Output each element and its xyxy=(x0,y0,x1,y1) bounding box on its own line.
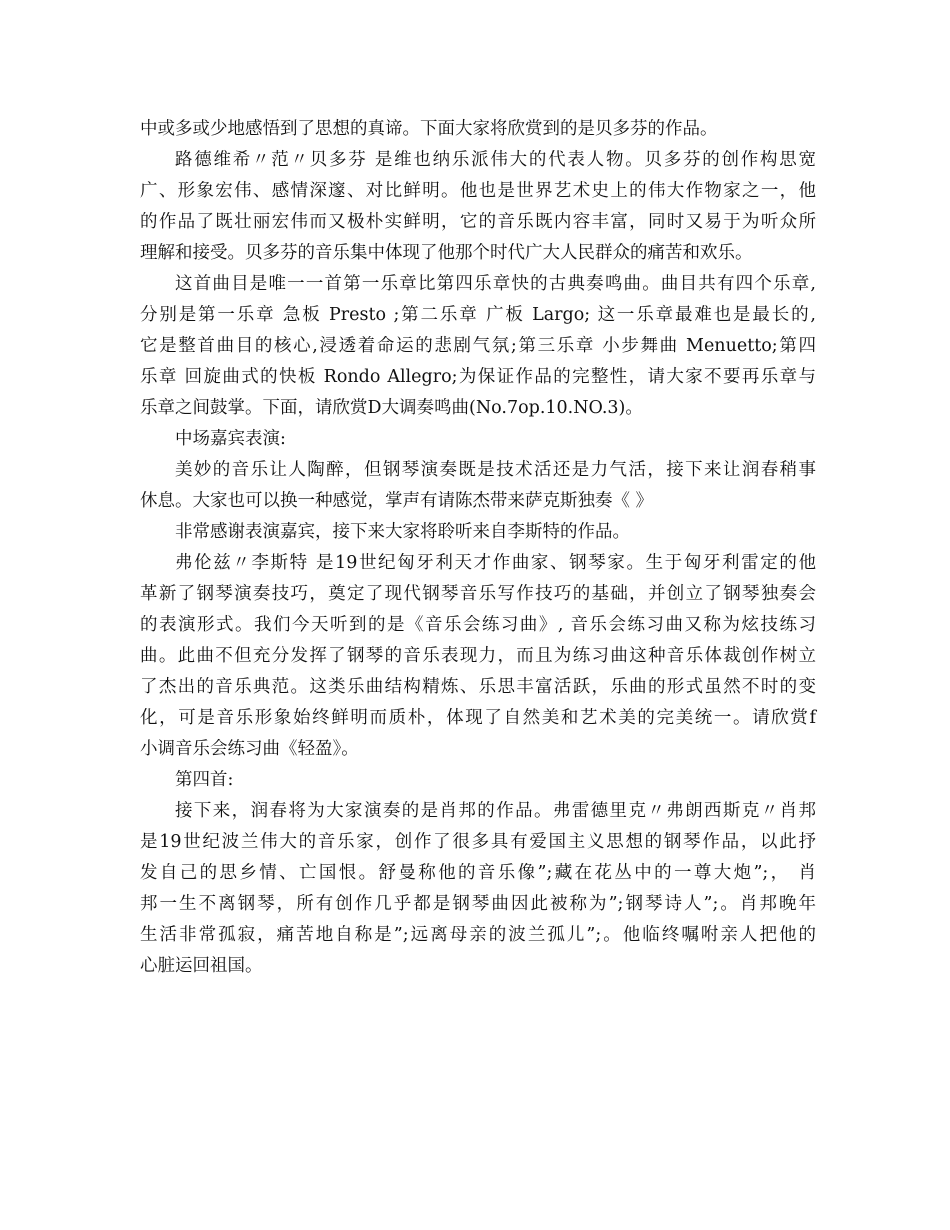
text-line: 第四首: xyxy=(175,770,234,790)
text-line: 这首曲目是唯一一首第一乐章比第四乐章快的古典奏鸣曲。曲目共有四个乐章, xyxy=(175,274,816,294)
text-line: 美妙的音乐让人陶醉，但钢琴演奏既是技术活还是力气活，接下来让润春稍事 xyxy=(175,460,816,480)
text-line: 小调音乐会练习曲《轻盈》。 xyxy=(140,739,359,759)
text-line: 它是整首曲目的核心,浸透着命运的悲剧气氛;第三乐章 小步舞曲 Menuetto;第四 xyxy=(140,336,816,356)
text-line: 中场嘉宾表演: xyxy=(175,429,286,449)
text-line: 心脏运回祖国。 xyxy=(140,956,263,976)
text-line: 革新了钢琴演奏技巧，奠定了现代钢琴音乐写作技巧的基础，并创立了钢琴独奏会 xyxy=(140,584,816,604)
text-line: 曲。此曲不但充分发挥了钢琴的音乐表现力，而且为练习曲这种音乐体裁创作树立 xyxy=(140,646,816,666)
text-line: 非常感谢表演嘉宾，接下来大家将聆听来自李斯特的作品。 xyxy=(175,522,630,542)
text-line: 广、形象宏伟、感情深邃、对比鲜明。他也是世界艺术史上的伟大作物家之一，他 xyxy=(140,181,816,201)
text-line: 弗伦兹〃李斯特 是19世纪匈牙利天才作曲家、钢琴家。生于匈牙利雷定的他 xyxy=(175,553,816,573)
text-line: 是19世纪波兰伟大的音乐家，创作了很多具有爱国主义思想的钢琴作品，以此抒 xyxy=(140,832,816,852)
text-line: 路德维希〃范〃贝多芬 是维也纳乐派伟大的代表人物。贝多芬的创作构思宽 xyxy=(175,150,816,170)
text-line: 的作品了既壮丽宏伟而又极朴实鲜明，它的音乐既内容丰富，同时又易于为听众所 xyxy=(140,212,816,232)
text-line: 休息。大家也可以换一种感觉，掌声有请陈杰带来萨克斯独奏《 》 xyxy=(140,491,654,511)
text-line: 生活非常孤寂，痛苦地自称是”;远离母亲的波兰孤儿”;。他临终嘱咐亲人把他的 xyxy=(140,925,816,945)
text-line: 了杰出的音乐典范。这类乐曲结构精炼、乐思丰富活跃，乐曲的形式虽然不时的变 xyxy=(140,677,816,697)
text-line: 乐章之间鼓掌。下面，请欣赏D大调奏鸣曲(No.7op.10.NO.3)。 xyxy=(140,398,643,418)
text-line: 的表演形式。我们今天听到的是《音乐会练习曲》, 音乐会练习曲又称为炫技练习 xyxy=(140,615,816,635)
text-line: 中或多或少地感悟到了思想的真谛。下面大家将欣赏到的是贝多芬的作品。 xyxy=(140,119,718,139)
text-line: 发自己的思乡情、亡国恨。舒曼称他的音乐像”;藏在花丛中的一尊大炮”;， 肖 xyxy=(140,863,816,883)
text-line: 理解和接受。贝多芬的音乐集中体现了他那个时代广大人民群众的痛苦和欢乐。 xyxy=(140,243,753,263)
text-line: 邦一生不离钢琴，所有创作几乎都是钢琴曲因此被称为”;钢琴诗人”;。肖邦晚年 xyxy=(140,894,816,914)
text-line: 分别是第一乐章 急板 Presto ;第二乐章 广板 Largo; 这一乐章最难也是最长的, xyxy=(140,305,816,325)
text-line: 乐章 回旋曲式的快板 Rondo Allegro;为保证作品的完整性，请大家不要再乐章与 xyxy=(140,367,816,387)
body-text xyxy=(140,114,816,982)
text-line: 化，可是音乐形象始终鲜明而质朴，体现了自然美和艺术美的完美统一。请欣赏f xyxy=(140,708,816,728)
text-line: 接下来，润春将为大家演奏的是肖邦的作品。弗雷德里克〃弗朗西斯克〃肖邦 xyxy=(175,801,816,821)
